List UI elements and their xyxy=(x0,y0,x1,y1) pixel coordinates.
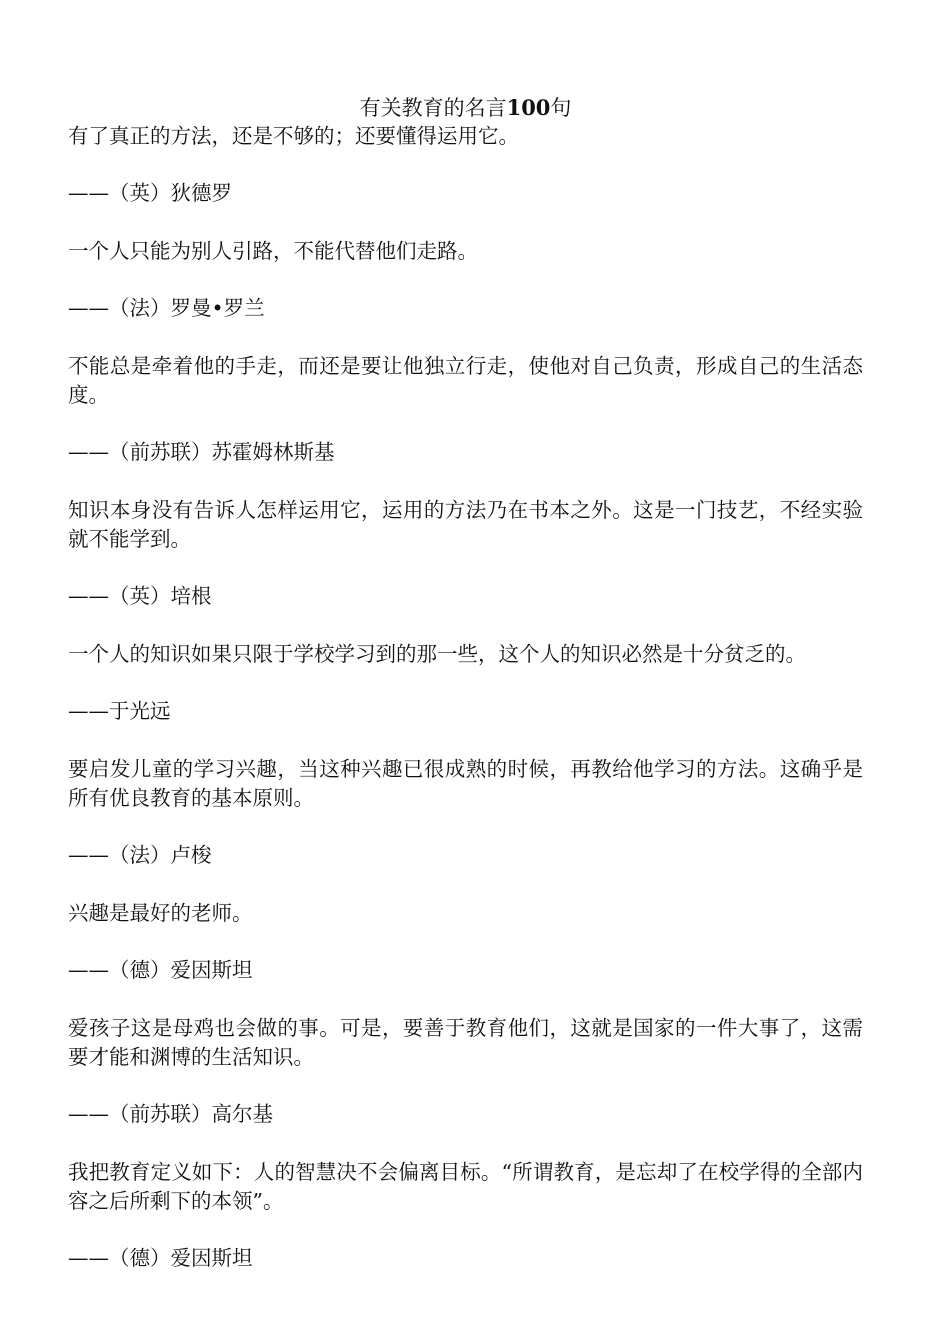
quote-entry xyxy=(68,755,863,870)
quote-entry xyxy=(68,640,863,726)
quote-author: ——（前苏联）高尔基 xyxy=(68,1102,273,1126)
quote-text: 一个人的知识如果只限于学校学习到的那一些，这个人的知识必然是十分贫乏的。 xyxy=(68,642,806,666)
quote-entry xyxy=(68,1158,863,1273)
quote-author: ——（法）卢梭 xyxy=(68,843,212,867)
quote-text: 爱孩子这是母鸡也会做的事。可是，要善于教育他们，这就是国家的一件大事了，这需要才能和渊博的生活知识。 xyxy=(68,1016,863,1069)
quote-entry xyxy=(68,899,863,985)
quote-text: 要启发儿童的学习兴趣，当这种兴趣已很成熟的时候，再教给他学习的方法。这确乎是所有优良教育的基本原则。 xyxy=(68,757,863,810)
quote-author: ——（英）培根 xyxy=(68,584,212,608)
quote-entry xyxy=(68,122,863,208)
quote-author: ——于光远 xyxy=(68,699,171,723)
quote-text: 知识本身没有告诉人怎样运用它，运用的方法乃在书本之外。这是一门技艺，不经实验就不能学到。 xyxy=(68,498,863,551)
quote-entry xyxy=(68,237,863,323)
quote-text: 不能总是牵着他的手走，而还是要让他独立行走，使他对自己负责，形成自己的生活态度。 xyxy=(68,354,863,407)
title-number: 100 xyxy=(506,95,551,120)
title-prefix: 有关教育的名言 xyxy=(359,96,507,120)
quote-author: ——（英）狄德罗 xyxy=(68,181,232,205)
quote-text: 我把教育定义如下：人的智慧决不会偏离目标。“所谓教育，是忘却了在校学得的全部内容之后所剩下的本领”。 xyxy=(68,1160,863,1213)
quote-author: ——（德）爱因斯坦 xyxy=(68,1246,253,1270)
title-suffix: 句 xyxy=(550,96,572,120)
quote-text: 有了真正的方法，还是不够的；还要懂得运用它。 xyxy=(68,124,519,148)
quote-entry xyxy=(68,496,863,611)
quote-text: 兴趣是最好的老师。 xyxy=(68,901,253,925)
quote-author: ——（德）爱因斯坦 xyxy=(68,958,253,982)
quote-entry xyxy=(68,1014,863,1129)
document-title xyxy=(68,94,863,122)
quote-author: ——（法）罗曼•罗兰 xyxy=(68,296,265,320)
document-page xyxy=(68,94,863,1273)
quote-text: 一个人只能为别人引路，不能代替他们走路。 xyxy=(68,239,478,263)
quote-author: ——（前苏联）苏霍姆林斯基 xyxy=(68,440,335,464)
quote-entry xyxy=(68,352,863,467)
